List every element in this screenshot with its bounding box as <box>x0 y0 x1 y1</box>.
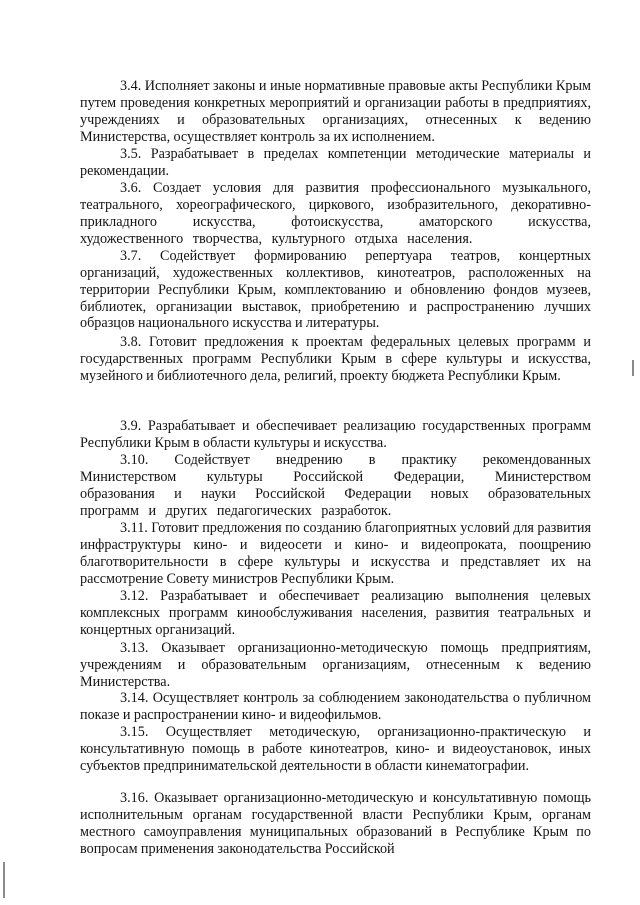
scan-edge-mark <box>3 862 5 898</box>
paragraph-3-14: 3.14. Осуществляет контроль за соблюдением законодательства о публичном показе и распространении кино- и видеофильмов. <box>80 690 591 723</box>
scan-edge-mark <box>632 360 634 376</box>
paragraph-3-4: 3.4. Исполняет законы и иные нормативные правовые акты Республики Крым путем проведения конкретных мероприятий и организации работы в предприятиях, учреждениях и образовательных организациях, отнесенных к ведению Министерства, осуществляет контроль за их исполнением. <box>80 78 591 145</box>
paragraph-3-16: 3.16. Оказывает организационно-методическую и консультативную помощь исполнительным органам государственной власти Республики Крым, органам местного самоуправления муниципальных образований в Республике Крым по вопросам применения законодательства Российской <box>80 790 591 857</box>
paragraph-3-8: 3.8. Готовит предложения к проектам федеральных целевых программ и государственных программ Республики Крым в сфере культуры и искусства, музейного и библиотечного дела, религий, проекту бюджета Республики Крым. <box>80 334 591 384</box>
paragraph-3-9: 3.9. Разрабатывает и обеспечивает реализацию государственных программ Республики Крым в области культуры и искусства. <box>80 418 591 451</box>
paragraph-3-6: 3.6. Создает условия для развития профессионального музыкального, театрального, хореографического, циркового, изобразительного, декоративно-прикладного искусства, фотоискусства, аматорского искусства, художественного творчества, культурного отдыха населения. <box>80 180 591 247</box>
paragraph-3-5: 3.5. Разрабатывает в пределах компетенции методические материалы и рекомендации. <box>80 146 591 179</box>
paragraph-3-13: 3.13. Оказывает организационно-методическую помощь предприятиям, учреждениям и образовательным организациям, отнесенным к ведению Министерства. <box>80 640 591 690</box>
paragraph-3-11: 3.11. Готовит предложения по созданию благоприятных условий для развития инфраструктуры кино- и видеосети и кино- и видеопроката, поощрению благотворительности в сфере культуры и искусства и представляет их на рассмотрение Совету министров Республики Крым. <box>80 520 591 587</box>
paragraph-3-12: 3.12. Разрабатывает и обеспечивает реализацию выполнения целевых комплексных программ кинообслуживания населения, развития театральных и концертных организаций. <box>80 588 591 638</box>
paragraph-3-10: 3.10. Содействует внедрению в практику рекомендованных Министерством культуры Российской Федерации, Министерством образования и науки Российской Федерации новых образовательных программ и других педагогических разработок. <box>80 452 591 519</box>
paragraph-3-7: 3.7. Содействует формированию репертуара театров, концертных организаций, художественных коллективов, кинотеатров, расположенных на территории Республики Крым, комплектованию и обновлению фондов музеев, библиотек, организации выставок, приобретению и распространению лучших образцов национального искусства и литературы. <box>80 248 591 332</box>
paragraph-3-15: 3.15. Осуществляет методическую, организационно-практическую и консультативную помощь в работе кинотеатров, кино- и видеоустановок, иных субъектов предпринимательской деятельности в области кинематографии. <box>80 724 591 774</box>
